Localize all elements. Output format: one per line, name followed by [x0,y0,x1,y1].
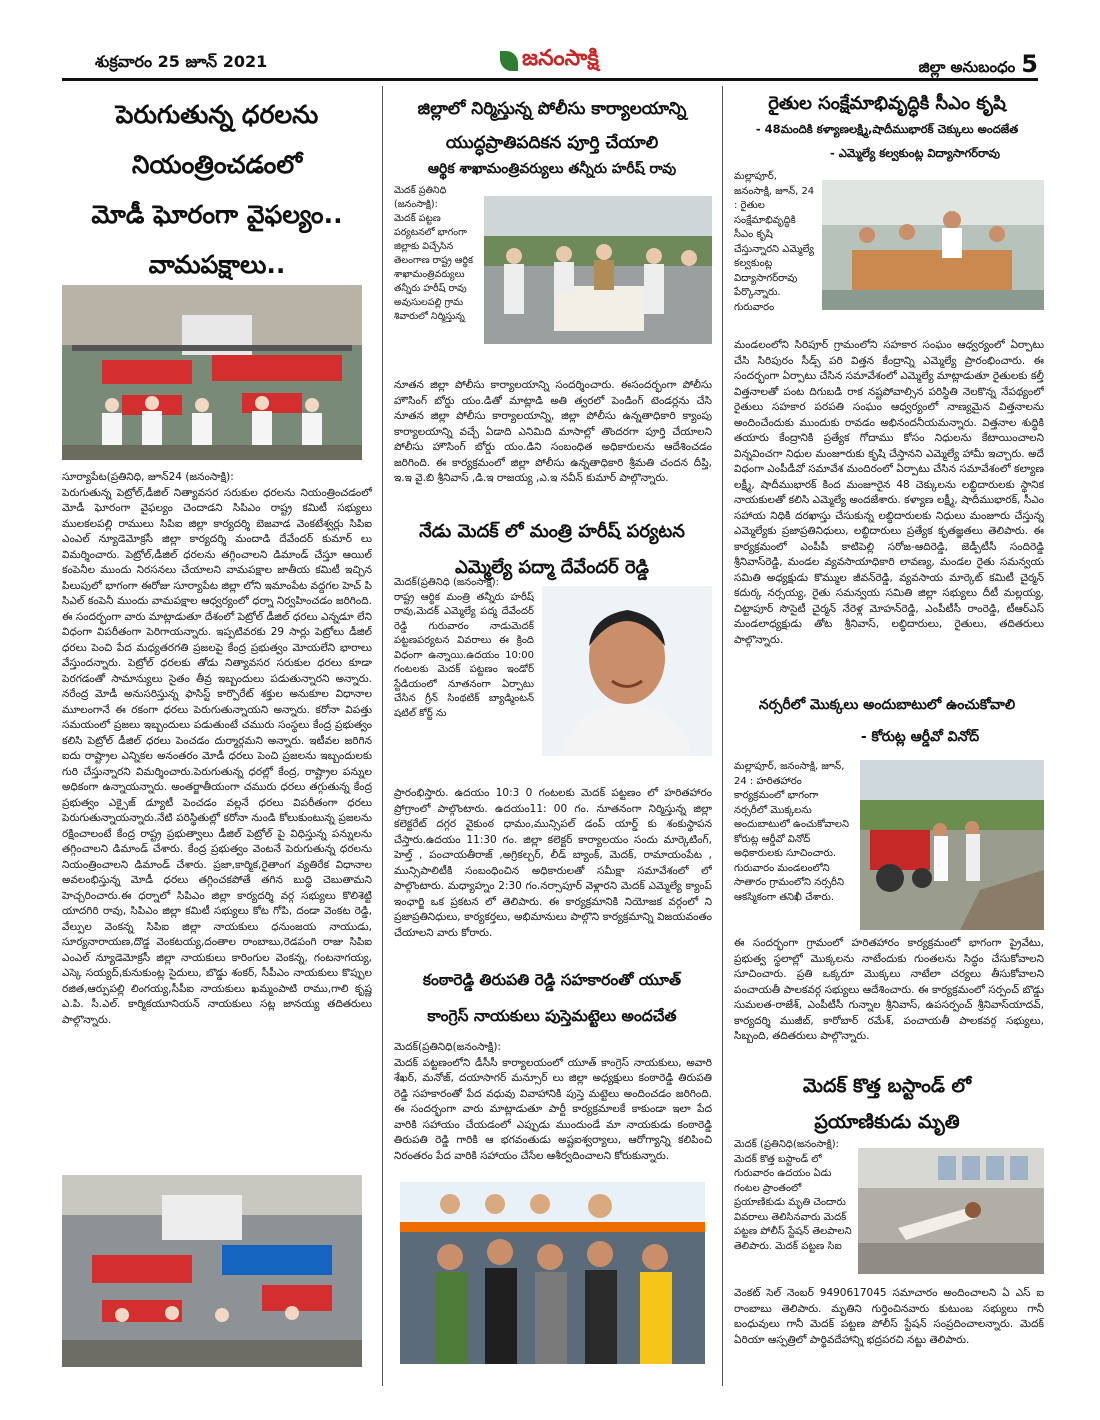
leaf-logo-icon [500,51,518,71]
nursery-inspection-photo [860,760,1044,930]
headline-bus-stand [732,1068,1042,1140]
article-body: పెరుగుతున్న పెట్రోల్,డీజిల్ నిత్యావసర సరుకుల ధరలను నియంత్రించడంలో మోడీ ఘోరంగా వైఫల్యం చెందాడని సిపిఎం రాష్ట్ర కమిటీ సభ్యులు ములకలపల్లి రాములు సిపిఐ జిల్లా కార్యదర్శి బెజవాడ వెంకటేశ్వర్లు సిపిఐ ఎంఎల్ న్యూడెమోక్రసీ జిల్లా కార్యదర్శి మందాడి దేవేందర్ కుమార్ లు విమర్శించారు. పెట్రోల్,డీజిల్ ధరలను తగ్గించాలని డిమాండ్ చేస్తూ ఆయిల్ కంపెనీల ముందు నిరసనలు చేయాలని వామపక్షాల జాతీయ కమిటీ ఇచ్చిన పిలుపులో భాగంగా ఈరోజు సూర్యాపేట జిల్లా లోని ఇమాంపేట వద్దగల హెచ్ పి సిఎల్ కంపెనీ ముందు వామపక్షాల ఆధ్వర్యంలో ధర్నా నిర్వహించడం జరిగింది. ఈ సందర్భంగా వారు మాట్లాడుతూ దేశంలో పెట్రోల్ డీజిల్ ధరలు ఎన్నడూ లేని విధంగా విపరీతంగా పెరిగాయన్నారు. ఇప్పటివరకు 29 సార్లు పెట్రోలు డీజిల్ ధరలు పెంచి పేద మధ్యతరగతి ప్రజలపై కేంద్ర ప్రభుత్వం మోయలేని భారాలు వేస్తుందన్నారు. పెట్రోల్ ధరలకు తోడు నిత్యావసర సరుకుల ధరలు కూడా పెరగడంతో సామాన్యులు సైతం తీవ్ర ఇబ్బందులు పడుతున్నారని అన్నారు. నరేంద్ర మోడీ అనుసరిస్తున్న ఫాసిస్ట్ కార్పొరేట్ శక్తుల అనుకూల విధానాల మూలంగానే ఈ రకంగా ధరలు పెరుగుతున్నాయని అన్నారు. కరోనా విపత్తు సమయంలో ప్రజలు ఇబ్బందులు పడుతుంటే చమురు సంస్థలు కేంద్ర ప్రభుత్వం కలిసి పెట్రోల్ డీజిల్ ధరలు పెంచడం దుర్మార్గమని అన్నారు. ఇటీవల జరిగిన ఐదు రాష్ట్రాల ఎన్నికల అనంతరం మోడీ ధరలు పెంచి ప్రజలను ఇబ్బందులకు గురి చేస్తున్నారని విమర్శించారు.పెరుగుతున్న ధరల్లో కేంద్ర, రాష్ట్రాల పన్నుల అధికంగా ఉన్నాయన్నారు. అంతర్జాతీయంగా చమురు ధరలు తగ్గుతున్న కేంద్ర ప్రభుత్వం ఎక్సైజ్ డ్యూటీ పెంచడం వల్లనే ధరలు విపరీతంగా ధరలు పెరుగుతున్నాయన్నారు.నేటి పరిస్థితుల్లో కరోనా నుండి కోలుకుంటున్న ప్రజలను రక్షించాలంటే కేంద్ర రాష్ట్ర ప్రభుత్వాలు డీజిల్ పెట్రోల్ పై విధిస్తున్న పన్నులను తగ్గించాలని డిమాండ్ చేశారు. కేంద్ర ప్రభుత్వం వెంటనే పెరుగుతున్న ధరలను నియంత్రించాలని డిమాండ్ చేశారు. ప్రజా,కార్మిక,రైతాంగ వ్యతిరేక విధానాల అవలంభిస్తున్న మోడీ ధరలు తగ్గించకపోతే తగిన బుద్ధి చెబుతామని హెచ్చరించారు.ఈ ధర్నాలో సిపిఎం జిల్లా కార్యదర్శి వర్గ సభ్యులు కొలిశెట్టి యాదగిరి రావు, సిపిఎం జిల్లా కమిటీ సభ్యులు కోట గోపి, దండా వెంకట రెడ్డి, వేల్పుల వెంకన్న సిపిఐ జిల్లా నాయకులు ధనుంజయ నాయుడు, సూర్యనారాయణ,దొడ్డ వెంకటయ్య,దంతాల రాంబాబు,రెడపంగి రాజు సిపిఐ ఎంఎల్ న్యూడెమోక్రసీ జిల్లా నాయకులు కారింగుల వెంకన్న, గంటనాగయ్య, ఎస్కె సయ్యద్,కునుకుంట్ల సైదులు, బొడ్డు శంకర్, సీపీఎం నాయకులు కొప్పుల రజిత,ఆర్పుపల్లి లింగయ్య,సీపీఐ నాయకులు ఖమ్మంపాటి రాము,గాలి కృష్ణ ఎ.పి. సీ.ఎల్. కార్మికయూనియన్ నాయకులు సట్ల జానయ్య తదితరులు పాల్గొన్నారు. [62,486,372,1026]
headline-line: మెదక్ కొత్త బస్టాండ్ లో [802,1075,972,1097]
section-label: జిల్లా అనుబంధం [918,58,1016,76]
article-youth-congress [394,1040,712,1168]
article-body: మెదక్ పట్టణంలోని డీసీసీ కార్యాలయంలో యూత్ కాంగ్రెస్ నాయకులు, అవారి శేఖర్, మనోజ్, దయాసాగర్ మన్సూర్ లు జిల్లా అధ్యక్షులు కంఠారెడ్డి తిరుపతి రెడ్డి సహకారంతో పేద వధువు వివాహానికి పుస్తె మట్టెలు అందించడం జరిగింది. ఈ సందర్భంగా వారు మాట్లాడుతూ పార్టీ కార్యక్రమాలకే కాకుండా ఇలా పేద వారికి సహాయం చేయడంలో ఎప్పుడు ముందుండే మా నాయకుడు కంఠారెడ్డి తిరుపతి రెడ్డి గారికి ఆ భగవంతుడు అష్టఐశ్వర్యాలు, ఆరోగ్యాన్ని కలిపించి నిరంతరం పేద వారికి సహాయం చేసేల ఆశీర్వదించాలని కోరుకున్నారు. [394,1056,712,1162]
headline-line: కాంగ్రెస్ నాయకులు పుస్తెమట్టెలు అందచేత [427,1007,677,1025]
article-side-text: రాష్ట్ర ఆర్థిక మంత్రి తన్నీరు హరీష్ రావు,మెదక్ ఎమ్మెల్యే పద్మ దేవేందర్ రెడ్డి గురువారం నాడుమెదక్ పట్టణపర్యటన వివరాలు ఈ క్రింది విధంగా ఉన్నాయి.ఉదయం 10:00 గంటలకు మెదక్ పట్టణం ఇండోర్ స్టేడియంలో నూతనంగా ఏర్పాటు చేసిన గ్రీన్ సింథటిక్ బ్యాడ్మింటన్ షటిల్ కోర్ట్ ను [394,591,534,719]
logo-text: జనంసాక్షి [522,46,599,71]
headline-youth-congress [392,962,712,1034]
dateline: మెదక్(ప్రతినిధి (జనంసాక్షి): [394,577,500,588]
headline-prices [62,90,372,290]
article-bus-side [734,1138,852,1283]
headline-line: కంఠారెడ్డి తిరుపతి రెడ్డి సహకారంతో యూత్ [422,971,682,989]
dateline: మెదక్ (ప్రతినిధి(జనంసాక్షి): [734,1139,840,1150]
congress-youth-photo [400,1182,705,1364]
article-bus-body: వెంకట్ సెల్ నెంబర్ 9490617045 సమాచారం అందించాలని ఏ ఎస్ ఐ రాంబాబు తెలిపారు. మృతిని గుర్తించినవారు కుటుంబ సభ్యులు గానీ బంధువులు గానీ మెదక్ పట్టణ పోలీస్ స్టేషన్ సంప్రదించాలన్నారు. మెదక్ ఏరియా ఆస్పత్రిలో పార్థివదేహాన్ని భద్రపరచి నట్టు తెలిపారు. [734,1287,1044,1346]
column-divider [382,86,383,1386]
dateline: మెదక్ ప్రతినిధి (జనంసాక్షి): [394,185,447,210]
dateline: సూర్యాపేట(ప్రతినిధి, జూన్24 (జనంసాక్షి): [62,471,234,483]
article-side-text: మెదక్ కొత్త బస్టాండ్ లో గురువారం ఉదయం ఏడు గంటల ప్రాంతంలో ప్రయాణికుడు మృతి చెందారు వివరాలు తెలిసినవారు మెదక్ పట్టణ పోలీస్ స్టేషన్ తెలపాలని తెలిపారు. మెదక్ పట్టణ సిఐ [734,1153,852,1252]
police-office-site-photo [484,196,712,344]
headline-minister-visit: నేడు మెదక్ లో మంత్రి హరీష్ పర్యటన [419,521,685,542]
headline-police-office [392,92,712,160]
headline-line: జిల్లాలో నిర్మిస్తున్న పోలీసు కార్యాలయాన్ని [417,99,687,119]
article-visit-body: ప్రారంభిస్తారు. ఉదయం 10:3 0 గంటలకు మెదక్ పట్టణం లో హరితహారం ప్రోగ్రాంలో పాల్గొంటారు. ఉదయం11: 00 గం. నూతనంగా నిర్మిస్తున్న జిల్లా కలెక్టరేట్ దగ్గర వైకుంఠ ధామం,మున్సిపల్ డంప్ యార్డ్ కు శంకుస్థాపన చేస్తారు.ఉదయం 11:30 గం. జిల్లా కలెక్టర్ కార్యాలయం సందు మార్కెటింగ్, హెల్త్ , పంచాయతీరాజ్ ,అగ్రికల్చర్, లీడ్ బ్యాంక్, మెదక్, రామాయంపేట , మున్సిపాలిటీకి సంబంధించిన అధికారులతో సమీక్షా సమావేశంలో లో పాల్గొంటారు. మధ్యాహ్నం 2:30 గం.నర్సాపూర్ వెళ్లారని మెదక్ ఎమ్మెల్యే క్యాంప్ ఇంఛార్జి ఒక ప్రకటన లో తెలిపారు. ఈ కార్యక్రమానికి నియోజక వర్గంలో ని ప్రజాప్రతినిధులు, కార్యకర్తలు, అభిమానులు పాల్గొని కార్యక్రమాన్ని విజయవంతం చేయాలని వారు కోరారు. [394,787,712,939]
column-divider [722,86,723,1386]
headline-farmers: రైతుల సంక్షేమాభివృద్ధికి సీఎం కృషి [768,93,1006,114]
header-rule [62,78,1038,81]
subhead-mla-vidyasagar: - ఎమ్మెల్యే కల్వకుంట్ల విద్యాసాగర్‌రావు [829,146,1001,160]
article-farmers-body: మండలంలోని సిరిపూర్ గ్రామంలోని సహకార సంఘం ఆధ్వర్యంలో ఏర్పాటు చేసి సిరిపురం సీడ్స్ పరి విత్తన కేంద్రాన్ని ఎమ్మెల్యే ప్రారంభించారు. ఈ సందర్భంగా ఏర్పాటు చేసిన సమావేశంలో ఎమ్మెల్యే మాట్లాడుతూ రైతులకు కల్తీ విత్తనాలతో పంట దిగుబడి రాక నష్టపోవాల్సిన పరిస్థితి నెలకొన్న నేపథ్యంలో రైతులు సహకార పరపతి సంఘం ఆధ్వర్యంలో నాణ్యమైన విత్తనాలను అందించేందుకు ముందుకు రావడం అభినందనీయమన్నారు. విత్తనాల శుద్ధికి తయారు కేంద్రానికి ప్రత్యేక గోదాము కోసం నిధులను కేటాయించాలని విన్నవించగా నిధుల మంజూరుకు కృషి చేస్తానని ఎమ్మెల్యే హామీ ఇచ్చారు. అదే విధంగా ఎంపీడీవో సమావేశ మందిరంలో ఏర్పాటు చేసిన సమావేశంలో కల్యాణ లక్ష్మీ, షాదీముభారక్ కింద మంజూరైన 48 చెక్కులను లబ్ధిదారులకు స్థానిక నాయకులతో కలిసి ఎమ్మెల్యే అందజేశారు. కళ్యాణ లక్ష్మీ, షాదీముభారక్, సీఎం సహాయ నిధికి దరఖాస్తు చేసుకున్న లబ్ధిదారులకు నిధులు మంజూరు చేస్తున్న ఎమ్మెల్యేకు ప్రజాప్రతినిధులు, లబ్ధిదారులు ప్రత్యేక కృతజ్ఞతలు తెలిపారు. ఈ కార్యక్రమంలో ఎంపీపీ కాటిపెల్లి సరోజ-ఆదిరెడ్డి, జెడ్పీటీసీ సందిరెడ్డి శ్రీనివాస్‌రెడ్డి, మండల వ్యవసాయాధికారి లావణ్య, మండల రైతు సమన్వయ సమితి అధ్యక్షుడు కొమ్ముల జీవన్‌రెడ్డి, వ్యవసాయ మార్కెట్ కమిటీ చైర్మన్ కదుర్క నర్సయ్య, రైతు సమన్వయ సమితి జిల్లా సభ్యులు దీటీ మల్లయ్య, చిట్టాపూర్ సొసైటీ చైర్మన్ నేరెళ్ల మోహన్‌రెడ్డి, ఎంపీటీసీ రాంరెడ్డి, టీఆర్ఎస్ మండలాధ్యక్షుడు తోట శ్రీనివాస్, లబ్ధిదారులు, రైతులు, తదితరులు పాల్గొన్నారు. [734,339,1044,646]
article-visit-side [394,576,534,781]
subhead-minister: ఆర్థిక శాఖామంత్రివర్యులు తన్నీరు హరీష్ రావు [427,161,677,177]
article-nursery-side: మల్లాపూర్, జనంసాక్షి, జూన్, 24 : హరితహారం కార్యక్రమంలో భాగంగా నర్సరీలో మొక్కలను అందుబాటులో ఉంచుకోవాలని కోరుట్ల ఆర్డీవో వినోద్ అధికారులకు సూచించారు. గురువారం మండలంలోని సాతారం గ్రామంలోని నర్సరీని ఆకస్మికంగా తనిఖీ చేశారు. [734,761,849,903]
headline-line: నియంత్రించడంలో [131,150,303,179]
headline-line: వామపక్షాలు.. [148,250,286,279]
bus-stand-photo [858,1148,1044,1274]
protest-photo [62,285,362,460]
headline-line: మోడీ ఘోరంగా వైఫల్యం.. [91,200,343,229]
article-police-side [394,184,476,374]
headline-line: ప్రయాణికుడు మృతి [814,1111,960,1133]
subhead-rdo: - కోరుట్ల ఆర్డీవో వినోద్ [860,729,980,745]
page-number: 5 [1021,50,1038,78]
subhead-cheques: - 48మందికి కళ్యాణలక్ష్మి,షాదీముభారక్ చెక్కులు అందజేత [755,122,1019,136]
mla-meeting-photo [822,180,1044,310]
headline-nursery: నర్సరీలో మొక్కలు అందుబాటులో ఉంచుకోవాలి [758,697,1016,713]
header-date: శుక్రవారం 25 జూన్ 2021 [95,52,268,71]
headline-line: యుద్ధప్రాతిపదికన పూర్తి చేయాలి [445,133,659,153]
masthead-logo [500,46,599,76]
article-nursery-body: ఈ సందర్భంగా గ్రామంలో హరితహారం కార్యక్రమంలో భాగంగా ప్రైవేటు, ప్రభుత్వ స్థలాల్లో మొక్కలను నాటేందుకు గుంతలను సిద్ధం చేసుకోవాలని సూచించారు. ప్రతి ఒక్కరూ మొక్కలు నాటేలా చర్యలు తీసుకోవాలని పంచాయతీ పాలకవర్గ సభ్యులు ఆదేశించారు. ఈ కార్యక్రమంలో సర్పంచ్ బొడ్డు సుమలత-రాజేశ్, ఎంపీటీసీ గున్నాల శ్రీనివాస్, ఉపసర్పంచ్ శ్రీనివాస్‌యాదవ్, కార్యదర్శి ముజీబ్, కారోబార్ రమేశ్, పంచాయతీ పాలకవర్గ సభ్యులు, సిబ్బంది, తదితరులు పాల్గొన్నారు. [734,937,1044,1042]
article-police-body: నూతన జిల్లా పోలీసు కార్యాలయాన్ని సందర్శించారు. ఈసందర్భంగా పోలీసు హౌసింగ్ బోర్డు యం.డితో మాట్లాడి అతి త్వరలో పెండింగ్ టెండర్లను చేసి నూతన జిల్లా పోలీసు కార్యాలయాన్ని, జిల్లా పోలీసు ఉన్నతాధికారి క్యాంపు కార్యాలయాన్ని వచ్చే ఏడాది ఎనిమిది మాసాల్లో తొందరగా పూర్తి చేయాలని పోలీసు హౌసింగ్ బోర్డు యం.డిని సంబంధిత అధికారులను ఆదేశించడం జరిగింది. ఈ కార్యక్రమంలో జిల్లా పోలీసు ఉన్నతాధికారి శ్రీమతి చందన దీప్తి, ఇ.ఇ వై.బి శ్రీనివాస్ ,డి.ఇ రాజయ్య ,ఎ.ఇ నవీన్ కుమార్ పాల్గొన్నారు. [394,379,712,484]
minister-portrait-photo [542,586,712,756]
header-section [919,50,1038,80]
protest-banner-photo [62,1175,362,1367]
article-farmers-side: మల్లాపూర్, జనంసాక్షి, జూన్, 24 : రైతుల సంక్షేమాభివృద్ధికి సీఎం కృషి చేస్తున్నారని ఎమ్మెల్యే కల్వకుంట్ల విద్యాసాగర్‌రావు పేర్కొన్నారు. గురువారం [734,171,815,313]
article-prices [62,470,372,1160]
article-side-text: మెదక్ పట్టణ పర్యటనలో భాగంగా జిల్లాకు విచ్చేసిన తెలంగాణ రాష్ట్ర ఆర్థిక శాఖామంత్రివర్యులు తన్నీరు హరీష్ రావు అవుసులపల్లి గ్రామ శివారులో నిర్మిస్తున్న [394,213,473,322]
subhead-mla: ఎమ్మెల్యే పద్మా దేవేందర్ రెడ్డి [455,557,649,578]
headline-line: పెరుగుతున్న ధరలను [115,100,319,129]
dateline: మెదక్(ప్రతినిధి(జనంసాక్షి): [394,1041,501,1053]
